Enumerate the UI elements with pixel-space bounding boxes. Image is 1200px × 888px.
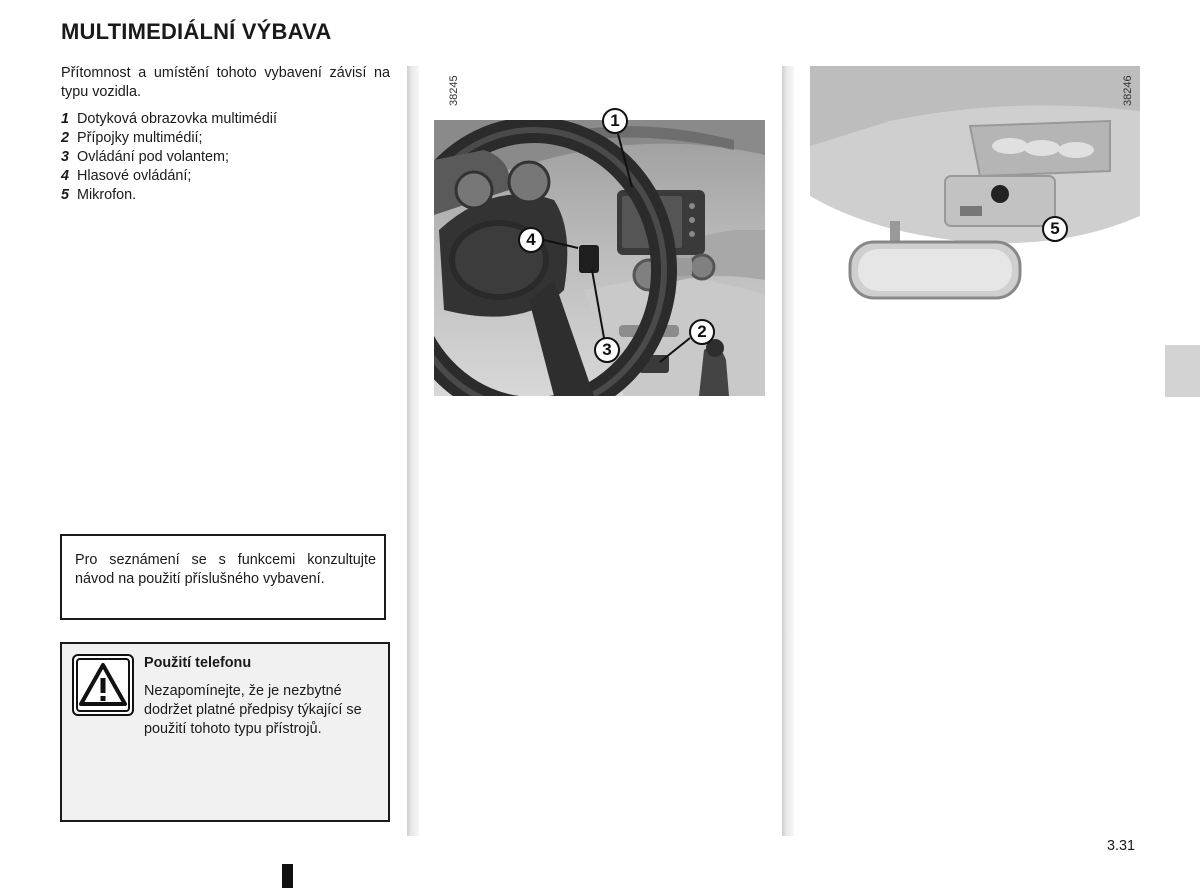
callout-3: 3 [594, 337, 620, 363]
leader-line [618, 134, 632, 187]
figure-code: 38245 [448, 75, 460, 106]
intro-text: Přítomnost a umístění tohoto vybavení závisí na typu vozidla. [61, 65, 390, 100]
warning-text: Nezapomínejte, že je nezbytné dodržet platné předpisy týkající se použití tohoto typu přístrojů. [144, 683, 362, 737]
callout-2: 2 [689, 319, 715, 345]
callout-5: 5 [1042, 216, 1068, 242]
leader-line [544, 240, 578, 248]
legend-number: 1 [61, 111, 70, 127]
legend-text: Mikrofon. [77, 187, 137, 203]
roof-console-photo [810, 66, 1140, 312]
crop-mark [282, 864, 293, 888]
figure-code: 38246 [1122, 75, 1134, 106]
warning-title: Použití telefonu [144, 655, 252, 671]
section-tab [1165, 345, 1200, 397]
legend-text: Ovládání pod volantem; [77, 149, 229, 165]
page-title: MULTIMEDIÁLNÍ VÝBAVA [61, 19, 332, 44]
leader-line [592, 270, 604, 338]
legend-text: Přípojky multimédií; [77, 130, 203, 146]
legend-text: Dotyková obrazovka multimédií [77, 111, 277, 127]
legend-number: 3 [61, 149, 70, 165]
legend-number: 2 [61, 130, 70, 146]
legend-number: 4 [61, 168, 70, 184]
legend-number: 5 [61, 187, 70, 203]
callout-1: 1 [602, 108, 628, 134]
leader-line [660, 338, 690, 362]
page-number: 3.31 [1107, 838, 1136, 854]
legend-text: Hlasové ovládání; [77, 168, 192, 184]
note-text: Pro seznámení se s funkcemi konzultujte návod na použití příslušného vybavení. [75, 552, 376, 587]
callout-4: 4 [518, 227, 544, 253]
